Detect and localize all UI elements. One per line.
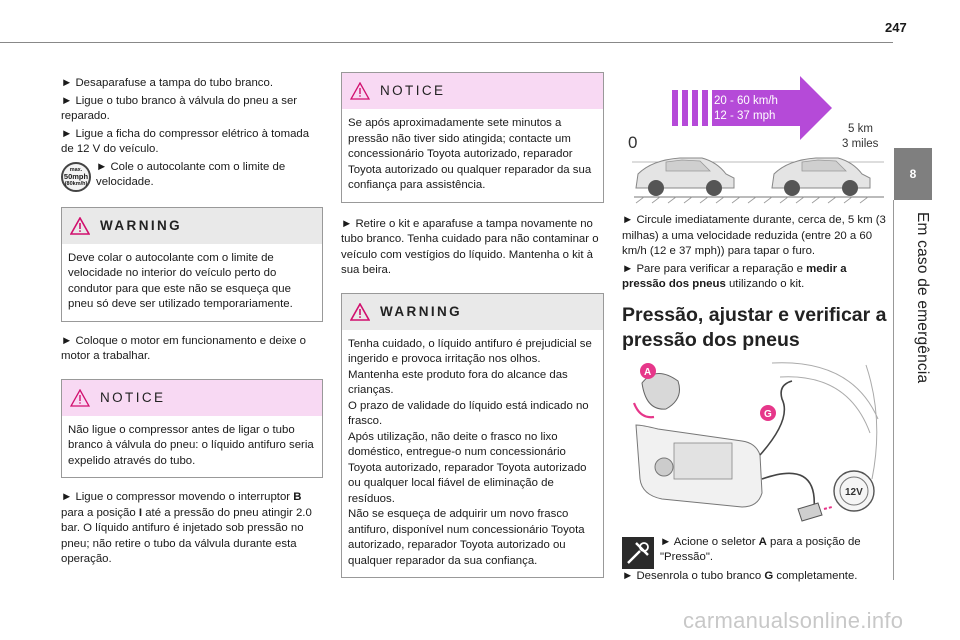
selector-a-label: A	[758, 535, 767, 548]
speed-illustration	[622, 70, 887, 205]
step-switch-compressor	[61, 490, 323, 568]
compressor-text-pre: ► Ligue o compressor movendo o interruptor	[61, 491, 294, 503]
warning-triangle-icon	[350, 303, 370, 321]
step-selector-pressure	[660, 535, 887, 566]
step-drive: ► Circule imediatamente durante, cerca de, 5 km (3 milhas) a uma velocidade reduzida (entre 20 a 60 km/h (12 e 37 mph)) para tapar o furo.	[622, 214, 886, 257]
step-connect-hose: ► Ligue o tubo branco à válvula do pneu a ser reparado.	[61, 94, 298, 122]
unroll-text-pre: ► Desenrola o tubo branco	[622, 569, 765, 582]
speed-arrow-icon	[712, 76, 832, 140]
plug-arrow-icon	[824, 507, 832, 509]
speed-kmh-label: 20 - 60 km/h	[714, 95, 778, 107]
wrench-icon	[622, 537, 654, 569]
warning-paragraph: Não se esqueça de adquirir um novo frasco antifuro, disponível num concessionário Toyota autorizado, reparador Toyota autorizado ou qualquer reparador da sua confiança.	[348, 508, 585, 567]
column-2	[341, 70, 604, 590]
notice-title: NOTICE	[380, 83, 446, 99]
sticker-step-row	[61, 160, 323, 193]
chapter-title: Em caso de emergência	[914, 212, 931, 384]
compressor-figure	[622, 359, 887, 527]
chapter-divider	[893, 200, 894, 580]
warning-header	[62, 208, 322, 244]
column-1	[61, 76, 323, 570]
power-cable	[762, 473, 814, 509]
warning-text: Deve colar o autocolante com o limite de velocidade no interior do veículo perto do condutor para que este não se esqueça que pneu só deve ser utilizado temporariamente.	[68, 251, 293, 310]
notice-title: NOTICE	[100, 389, 166, 405]
speed-mph-label: 12 - 37 mph	[714, 110, 776, 122]
warning-header	[342, 294, 603, 330]
car-icon	[772, 158, 870, 196]
step-remove-kit: ► Retire o kit e aparafuse a tampa novamente no tubo branco. Tenha cuidado para não contaminar o veículo com vestígios do líquido. Mantenha o kit à sua beira.	[341, 217, 599, 276]
speed-distance-figure	[622, 70, 887, 205]
tool-kit-icon	[622, 537, 654, 569]
page-number: 247	[885, 20, 907, 35]
notice-header	[342, 73, 603, 109]
socket-12v-label: 12V	[845, 486, 863, 498]
step-stop-check	[622, 262, 887, 293]
pressure-gauge-icon	[655, 458, 673, 476]
sticker-line-2: 50mph	[63, 171, 89, 181]
warning-triangle-icon	[70, 217, 90, 235]
distance-miles-label: 3 miles	[842, 138, 879, 150]
sticker-line-3: (80km/h)	[64, 180, 88, 187]
stop-text-pre: ► Pare para verificar a reparação e	[622, 262, 807, 275]
distance-start-label: 0	[628, 133, 638, 152]
notice-box-pressure	[341, 72, 604, 203]
warning-paragraph: Tenha cuidado, o líquido antifuro é prejudicial se ingerido e provoca irritação nos olhos.	[348, 337, 592, 365]
step-plug-compressor: ► Ligue a ficha do compressor elétrico à tomada de 12 V do veículo.	[61, 127, 310, 155]
stop-text-post: utilizando o kit.	[725, 278, 805, 290]
compressor-text-post: até a pressão do pneu atingir 2.0 bar. O líquido antifuro é injetado sob pressão no pneu; não retire o tubo da válvula durante esta operação.	[61, 506, 312, 565]
notice-header	[62, 380, 322, 416]
warning-box-sticker	[61, 207, 323, 322]
speed-bars-icon	[672, 90, 708, 126]
header-divider	[0, 42, 893, 43]
selector-text-pre: ► Acione o seletor	[660, 535, 759, 548]
notice-text: Se após aproximadamente sete minutos a pressão não tiver sido atingida; contacte um concessionário Toyota autorizado, reparador Toyota autorizado ou qualquer reparador da sua confiança para assistência.	[348, 117, 592, 191]
sticker-line-1: max.	[69, 166, 83, 173]
warning-paragraph: Após utilização, não deite o frasco no lixo doméstico, entregue-o num concessionário Toyota autorizado, reparador Toyota autorizado ou qualquer local fiável de eliminação de resíduos.	[348, 430, 587, 505]
notice-triangle-icon	[70, 389, 90, 407]
chapter-tab[interactable]	[894, 148, 932, 200]
section-heading: Pressão, ajustar e verificar a pressão dos pneus	[622, 303, 887, 351]
compressor-text-mid: para a posição	[61, 506, 139, 519]
selector-text-post: para a posição de "Pressão".	[660, 535, 861, 563]
hose-g-label: G	[764, 569, 774, 582]
compressor-panel	[674, 443, 732, 479]
chapter-number: 8	[909, 167, 917, 181]
road-hatching	[636, 197, 868, 203]
wheel-outline	[772, 362, 878, 478]
callout-a-label: A	[644, 366, 652, 378]
speed-sticker-icon	[61, 162, 91, 192]
warning-paragraph: Mantenha este produto fora do alcance das crianças.	[348, 368, 568, 396]
step-unscrew: ► Desaparafuse a tampa do tubo branco.	[61, 77, 274, 89]
stop-text-bold: medir a pressão dos pneus	[622, 262, 847, 290]
switch-b-label: B	[293, 491, 302, 503]
car-icon	[636, 158, 734, 196]
notice-text: Não ligue o compressor antes de ligar o tubo branco à válvula do pneu: o líquido antifuro seria expelido através do tubo.	[68, 423, 314, 467]
compressor-illustration	[622, 359, 887, 527]
unroll-text-post: completamente.	[773, 569, 858, 582]
distance-km-label: 5 km	[848, 123, 873, 135]
warning-title: WARNING	[100, 217, 183, 233]
notice-triangle-icon	[350, 82, 370, 100]
column-3	[622, 70, 887, 586]
step-start-engine: ► Coloque o motor em funcionamento e deixe o motor a trabalhar.	[61, 334, 306, 362]
step-unroll-hose	[622, 569, 887, 585]
warning-title: WARNING	[380, 303, 463, 319]
footer-watermark[interactable]: carmanualsonline.info	[683, 608, 904, 633]
plug-icon	[798, 503, 822, 521]
selector-step-row	[622, 535, 887, 569]
callout-g-label: G	[764, 408, 772, 420]
position-i-label: I	[138, 506, 143, 519]
warning-box-liquid	[341, 293, 604, 579]
warning-paragraph: O prazo de validade do líquido está indicado no frasco.	[348, 399, 589, 427]
notice-box-compressor	[61, 379, 323, 479]
warning-text	[342, 330, 603, 578]
step-apply-sticker: ► Cole o autocolante com o limite de velocidade.	[96, 160, 286, 188]
